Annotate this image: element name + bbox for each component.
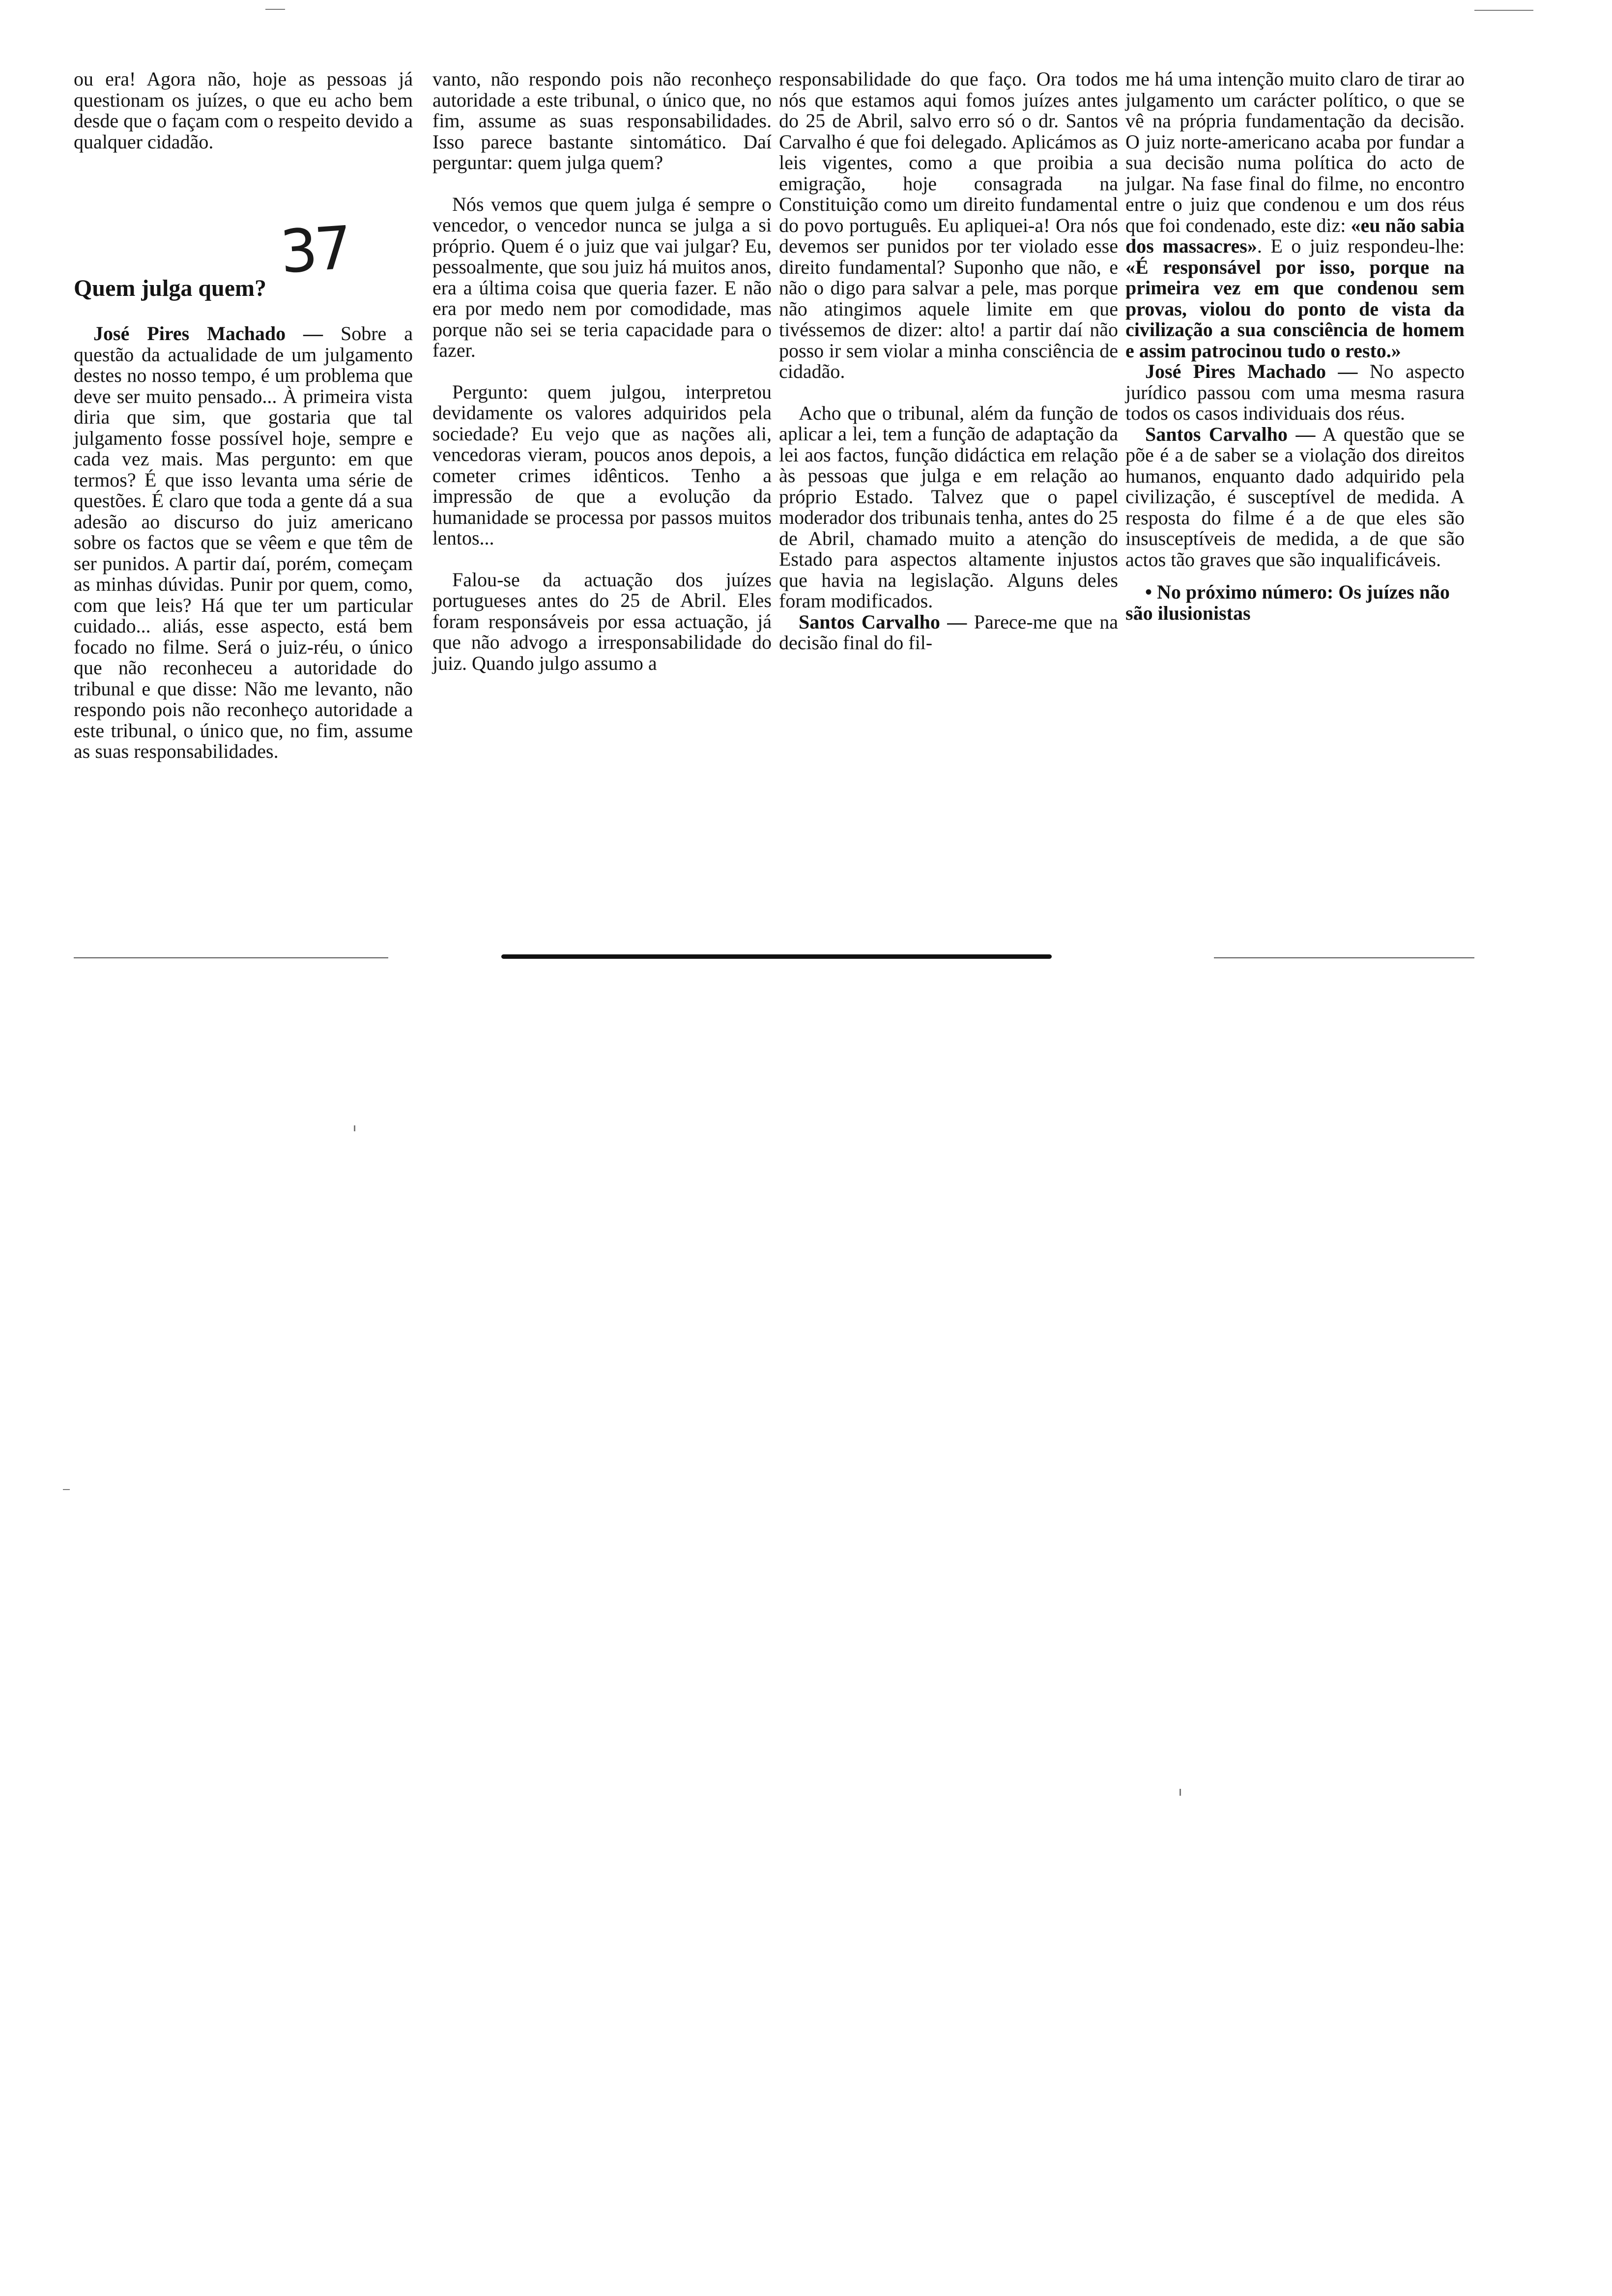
paragraph-text: A questão que se põe é a de saber se a violação dos direitos humanos, enquanto dado adquirido pela civilização, é susceptível de medida. A resposta do filme é a de que eles são insusceptíveis de medida, a de que são actos tão graves que são inqualificáveis. [1125,423,1465,571]
scan-speck [354,1125,355,1131]
scan-speck [265,9,285,10]
column-2 [432,69,772,674]
paragraph [1125,424,1465,571]
speaker-name: Santos Carvalho — [799,610,967,633]
paragraph: Acho que o tribunal, além da função de aplicar a lei, tem a função de adaptação da lei aos factos, função didáctica em relação às pessoas que julga e em relação ao próprio Estado. Talvez que o papel moderador dos tribunais tenha, antes do 25 de Abril, chamado muito a atenção do Estado para aspectos altamente injustos que havia na legislação. Alguns deles foram modificados. [779,402,1118,612]
column-1 [74,69,413,762]
speaker-name: José Pires Machado — [1145,360,1358,382]
column-4 [1125,69,1465,624]
paragraph [1125,69,1465,361]
quote-text: «É responsável por isso, porque na primeira vez em que condenou sem provas, violou do ponto de vista da civilização a sua consciência de homem e assim patrocinou tudo o resto.» [1125,256,1465,362]
speaker-name: José Pires Machado — [93,322,323,344]
paragraph-text: . E o juiz respondeu-lhe: [1257,235,1465,257]
paragraph [1125,361,1465,424]
scan-speck [1180,1789,1181,1796]
paragraph: vanto, não respondo pois não reconheço autoridade a este tribunal, o único que, no fim, assume as suas responsabilidades. Isso parece bastante sintomático. Daí perguntar: quem julga quem? [432,68,772,173]
bottom-rule-right [1214,957,1474,958]
paragraph [74,323,413,762]
paragraph: ou era! Agora não, hoje as pessoas já questionam os juízes, o que eu acho bem desde que o façam com o respeito devido a qualquer cidadão. [74,68,413,153]
paragraph: Falou-se da actuação dos juízes portugueses antes do 25 de Abril. Eles foram responsáveis por essa actuação, já que não advogo a irresponsabilidade do juiz. Quando julgo assumo a [432,568,772,674]
section-title: Quem julga quem? [74,275,267,301]
next-issue-teaser: • No próximo número: Os juízes não são ilusionistas [1125,581,1450,624]
column-3 [779,69,1118,654]
bottom-rule-left [74,957,388,958]
handwritten-page-number: 37 [278,214,352,287]
paragraph: responsabilidade do que faço. Ora todos nós que estamos aqui fomos juízes antes do 25 de Abril, salvo erro só o dr. Santos Carvalho é que foi delegado. Aplicámos as leis vigentes, como a que proibia a emigração, hoje consagrada na Constituição como um direito fundamental do povo português. Eu apliquei-a! Ora nós devemos ser punidos por ter violado esse direito fundamental? Suponho que não, e não o digo para salvar a pele, mas porque não atingimos aquele limite em que tivéssemos de dizer: alto! a partir daí não posso ir sem violar a minha consciência de cidadão. [779,68,1118,382]
quote-text: «eu não sabia dos massacres» [1125,214,1465,257]
paragraph-text: Sobre a questão da actualidade de um julgamento destes no nosso tempo, é um problema que deve ser muito pensado... À primeira vista diria que sim, que gostaria que tal julgamento fosse possível hoje, sempre e cada vez mais. Mas pergunto: em que termos? É que isso levanta uma série de questões. É claro que toda a gente dá a sua adesão ao discurso do juiz americano sobre os factos que se vêem e que têm de ser punidos. A partir daí, porém, começam as minhas dúvidas. Punir por quem, como, com que leis? Há que ter um particular cuidado... aliás, esse aspecto, está bem focado no filme. Será o juiz-réu, o único que não reconheceu a autoridade do tribunal e que disse: Não me levanto, não respondo pois não reconheço autoridade a este tribunal, o único que, no fim, assume as suas responsabilidades. [74,322,413,762]
newspaper-clipping [74,69,1484,968]
paragraph [779,612,1118,654]
scan-speck [1474,10,1533,11]
paragraph-text: me há uma intenção muito claro de tirar ao julgamento um carácter político, o que se vê na própria fundamentação da decisão. O juiz norte-americano acaba por fundar a sua decisão numa política do acto de julgar. Na fase final do filme, no encontro entre o juiz que condenou e um dos réus que foi condenado, este diz: [1125,68,1465,236]
paragraph-text: Parece-me que na decisão final do fil- [779,610,1118,654]
paragraph: Nós vemos que quem julga é sempre o vencedor, o vencedor nunca se julga a si próprio. Quem é o juiz que vai julgar? Eu, pessoalmente, que sou juiz há muitos anos, era a última coisa que queria fazer. E não era por medo nem por comodidade, mas porque não sei se teria capacidade para o fazer. [432,193,772,361]
speaker-name: Santos Carvalho — [1145,423,1316,445]
paragraph-text: No aspecto jurídico passou com uma mesma rasura todos os casos individuais dos réus. [1125,360,1465,424]
bottom-rule [501,954,1052,959]
paragraph: Pergunto: quem julgou, interpretou devidamente os valores adquiridos pela sociedade? Eu vejo que as nações ali, vencedoras vieram, poucos anos depois, a cometer crimes idênticos. Tenho a impressão de que a evolução da humanidade se processa por passos muitos lentos... [432,380,772,549]
scan-speck [63,1489,70,1490]
